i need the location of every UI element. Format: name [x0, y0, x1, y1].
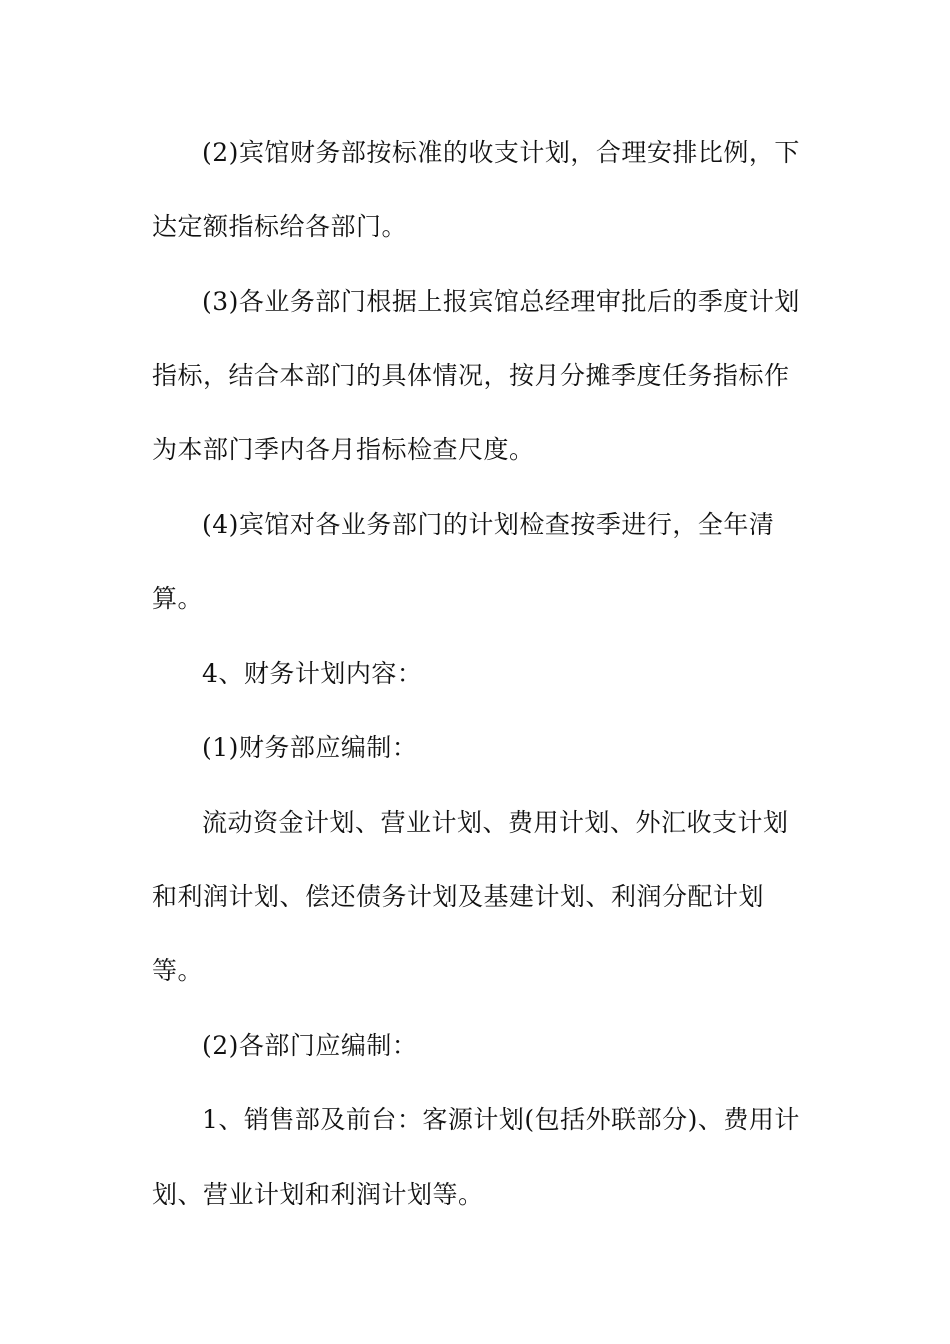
sales-plans-line-1: 1、销售部及前台：客源计划(包括外联部分)、费用计	[202, 1105, 800, 1134]
finance-plans-line-3: 等。	[152, 956, 204, 985]
subheading-departments: (2)各部门应编制：	[202, 1031, 418, 1060]
paragraph-2-line-1: (2)宾馆财务部按标准的收支计划，合理安排比例，下	[202, 138, 800, 167]
finance-plans-line-1: 流动资金计划、营业计划、费用计划、外汇收支计划	[202, 808, 789, 837]
paragraph-2-line-2: 达定额指标给各部门。	[152, 212, 408, 241]
section-heading-financial-plan: 4、财务计划内容：	[202, 659, 423, 688]
paragraph-4-line-1: (4)宾馆对各业务部门的计划检查按季进行，全年清	[202, 510, 775, 539]
paragraph-4-line-2: 算。	[152, 584, 204, 613]
sales-plans-line-2: 划、营业计划和利润计划等。	[152, 1180, 484, 1209]
finance-plans-line-2: 和利润计划、偿还债务计划及基建计划、利润分配计划	[152, 882, 765, 911]
paragraph-3-line-1: (3)各业务部门根据上报宾馆总经理审批后的季度计划	[202, 287, 800, 316]
paragraph-3-line-3: 为本部门季内各月指标检查尺度。	[152, 435, 535, 464]
subheading-finance-department: (1)财务部应编制：	[202, 733, 418, 762]
paragraph-3-line-2: 指标，结合本部门的具体情况，按月分摊季度任务指标作	[152, 361, 790, 390]
